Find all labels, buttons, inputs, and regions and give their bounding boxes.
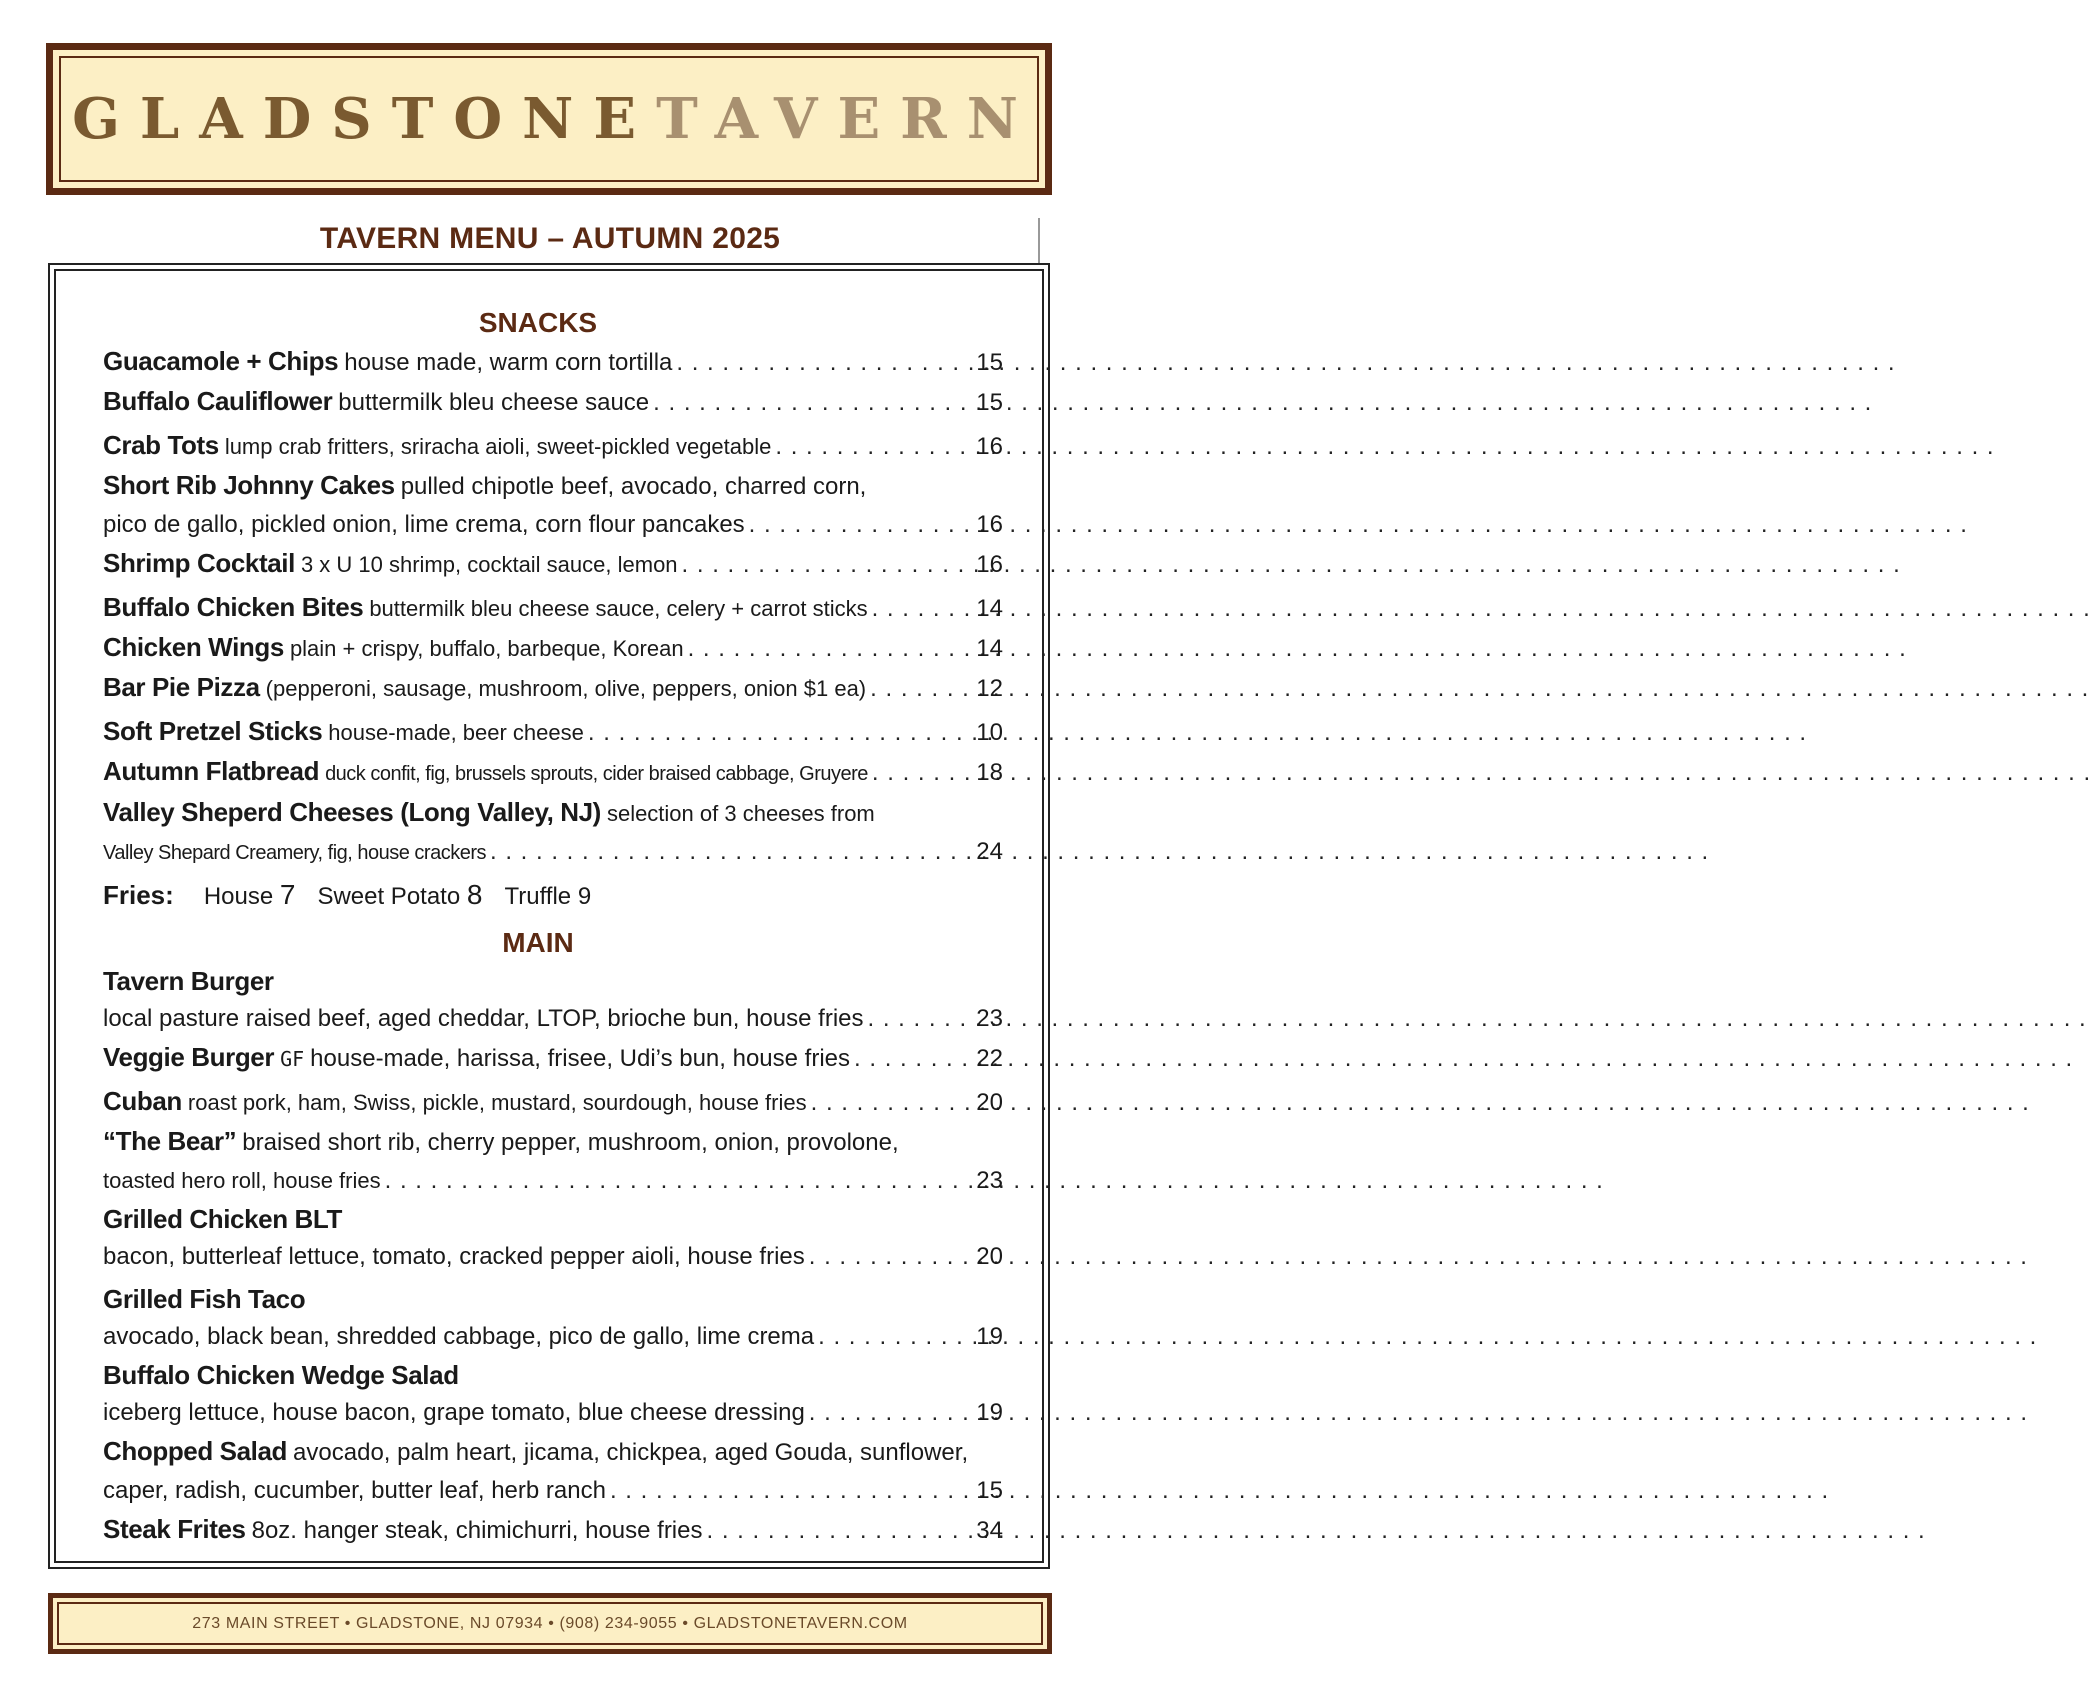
leader-dots — [811, 1084, 957, 1122]
leader-dots — [809, 1394, 957, 1432]
item-name: Autumn Flatbread — [103, 756, 320, 786]
menu-item — [103, 628, 1003, 668]
leader-dots — [872, 754, 957, 792]
item-name: Bar Pie Pizza — [103, 672, 260, 702]
menu-item — [103, 668, 1003, 708]
menu-item — [103, 962, 1003, 1000]
leader-dots — [809, 1238, 957, 1276]
header-banner-inner — [53, 50, 1045, 188]
item-description: pulled chipotle beef, avocado, charred corn, — [400, 473, 867, 500]
item-price: 22 — [976, 1045, 1003, 1072]
item-description: duck confit, fig, brussels sprouts, cider braised cabbage, Gruyere — [325, 763, 868, 785]
menu-item — [103, 1122, 1003, 1162]
item-price: 34 — [976, 1517, 1003, 1544]
header-banner — [46, 43, 1052, 195]
leader-dots — [610, 1472, 957, 1510]
menu-item — [103, 1200, 1003, 1238]
fries-label: Fries: — [103, 880, 174, 910]
menu-item — [103, 793, 1003, 833]
footer-banner — [48, 1593, 1052, 1654]
fries-option-price: 7 — [279, 879, 296, 910]
item-name: Guacamole + Chips — [103, 346, 339, 376]
menu-item-continuation — [103, 1472, 1003, 1510]
menu-item — [103, 1082, 1003, 1122]
item-description: pico de gallo, pickled onion, lime crema, corn flour pancakes — [103, 511, 745, 538]
menu-item — [103, 752, 1003, 793]
divider — [1038, 218, 1040, 264]
menu-item — [103, 466, 1003, 506]
leader-dots — [868, 1000, 958, 1038]
leader-dots — [385, 1162, 957, 1200]
item-description: lump crab fritters, sriracha aioli, sweet-pickled vegetable — [224, 434, 772, 459]
menu-item-continuation — [103, 833, 1003, 872]
item-description: house-made, harissa, frisee, Udi’s bun, house fries — [310, 1045, 851, 1072]
menu-item — [103, 1432, 1003, 1472]
menu-item — [103, 544, 1003, 584]
item-name: Cuban — [103, 1086, 182, 1116]
item-description: local pasture raised beef, aged cheddar, LTOP, brioche bun, house fries — [103, 1005, 864, 1032]
logo-word-tavern: TAVERN — [656, 86, 1038, 152]
menu-item — [103, 382, 1003, 422]
item-price: 24 — [976, 838, 1003, 865]
menu-item-continuation — [103, 506, 1003, 544]
item-price: 15 — [976, 1477, 1003, 1504]
menu-item — [103, 1356, 1003, 1394]
fries-row — [103, 876, 1003, 916]
item-price: 12 — [976, 675, 1003, 702]
footer-address: 273 MAIN STREET • GLADSTONE, NJ 07934 • (908) 234-9055 • GLADSTONETAVERN.COM — [53, 1598, 1047, 1649]
fries-option — [504, 878, 591, 916]
fries-option-name: Truffle — [504, 883, 572, 910]
item-description: bacon, butterleaf lettuce, tomato, cracked pepper aioli, house fries — [103, 1243, 805, 1270]
section-heading-main: MAIN — [502, 927, 574, 958]
item-name: Crab Tots — [103, 430, 219, 460]
item-price: 18 — [976, 759, 1003, 786]
item-name: “The Bear” — [103, 1126, 237, 1156]
item-name: Steak Frites — [103, 1514, 246, 1544]
item-name: Valley Sheperd Cheeses (Long Valley, NJ) — [103, 797, 601, 827]
menu-item — [103, 588, 1003, 628]
item-price: 23 — [976, 1167, 1003, 1194]
item-description: buttermilk bleu cheese sauce, celery + carrot sticks — [369, 596, 868, 621]
menu-title: TAVERN MENU – AUTUMN 2025 — [319, 222, 781, 255]
item-description: plain + crispy, buffalo, barbeque, Korean — [289, 636, 684, 661]
leader-dots — [490, 833, 957, 871]
fries-option-name: House — [203, 883, 274, 910]
item-price: 19 — [976, 1399, 1003, 1426]
item-name: Shrimp Cocktail — [103, 548, 295, 578]
item-price: 15 — [976, 389, 1003, 416]
item-price: 14 — [976, 635, 1003, 662]
leader-dots — [818, 1318, 957, 1356]
gluten-free-badge: GF — [280, 1047, 305, 1071]
fries-option-name: Sweet Potato — [317, 883, 461, 910]
item-description: buttermilk bleu cheese sauce — [338, 389, 650, 416]
leader-dots — [688, 630, 957, 668]
item-description: house-made, beer cheese — [328, 720, 584, 745]
item-description: 8oz. hanger steak, chimichurri, house fries — [251, 1517, 703, 1544]
item-description: Valley Shepard Creamery, fig, house crackers — [103, 842, 486, 864]
item-name: Buffalo Chicken Wedge Salad — [103, 1360, 459, 1390]
leader-dots — [775, 428, 957, 466]
item-name: Buffalo Cauliflower — [103, 386, 333, 416]
item-description: toasted hero roll, house fries — [103, 1168, 381, 1193]
item-price: 23 — [976, 1005, 1003, 1032]
item-name: Soft Pretzel Sticks — [103, 716, 323, 746]
logo-word-gladstone: GLADSTONE — [72, 86, 657, 152]
item-description: (pepperoni, sausage, mushroom, olive, peppers, onion $1 ea) — [265, 676, 867, 701]
fries-option — [317, 876, 482, 916]
item-name: Grilled Chicken BLT — [103, 1204, 342, 1234]
logo — [72, 86, 1038, 152]
menu-content — [103, 304, 1003, 1550]
leader-dots — [682, 546, 957, 584]
item-price: 20 — [976, 1089, 1003, 1116]
item-price: 20 — [976, 1243, 1003, 1270]
item-name: Short Rib Johnny Cakes — [103, 470, 395, 500]
item-description: avocado, black bean, shredded cabbage, pico de gallo, lime crema — [103, 1323, 815, 1350]
fries-option-price: 8 — [466, 879, 483, 910]
item-price: 15 — [976, 349, 1003, 376]
item-description: caper, radish, cucumber, butter leaf, herb ranch — [103, 1477, 606, 1504]
item-description: iceberg lettuce, house bacon, grape tomato, blue cheese dressing — [103, 1399, 805, 1426]
item-name: Tavern Burger — [103, 966, 274, 996]
item-name: Chicken Wings — [103, 632, 284, 662]
item-price: 16 — [976, 511, 1003, 538]
leader-dots — [653, 384, 957, 422]
section-heading-snacks: SNACKS — [478, 307, 598, 338]
menu-item — [103, 426, 1003, 466]
leader-dots — [707, 1512, 958, 1550]
item-description: braised short rib, cherry pepper, mushroom, onion, provolone, — [242, 1129, 899, 1156]
menu-item — [103, 1038, 1003, 1078]
item-name: Grilled Fish Taco — [103, 1284, 306, 1314]
item-name: Buffalo Chicken Bites — [103, 592, 364, 622]
item-price: 10 — [976, 719, 1003, 746]
item-price: 16 — [976, 551, 1003, 578]
menu-item — [103, 342, 1003, 382]
leader-dots — [749, 506, 957, 544]
item-description: roast pork, ham, Swiss, pickle, mustard, sourdough, house fries — [187, 1090, 807, 1115]
fries-option-price: 9 — [577, 883, 592, 910]
leader-dots — [854, 1040, 957, 1078]
menu-item — [103, 1510, 1003, 1550]
leader-dots — [870, 670, 957, 708]
menu-item-continuation — [103, 1318, 1003, 1356]
menu-item — [103, 712, 1003, 752]
item-name: Chopped Salad — [103, 1436, 288, 1466]
item-price: 19 — [976, 1323, 1003, 1350]
fries-option — [204, 876, 296, 916]
menu-item-continuation — [103, 1000, 1003, 1038]
leader-dots — [588, 714, 957, 752]
menu-item-continuation — [103, 1394, 1003, 1432]
item-description: avocado, palm heart, jicama, chickpea, aged Gouda, sunflower, — [293, 1439, 969, 1466]
leader-dots — [676, 344, 957, 382]
menu-item — [103, 1280, 1003, 1318]
menu-item-continuation — [103, 1238, 1003, 1276]
item-description: 3 x U 10 shrimp, cocktail sauce, lemon — [300, 552, 678, 577]
item-name: Veggie Burger — [103, 1042, 275, 1072]
item-description: house made, warm corn tortilla — [344, 349, 673, 376]
item-price: 16 — [976, 433, 1003, 460]
leader-dots — [872, 590, 957, 628]
item-price: 14 — [976, 595, 1003, 622]
item-description: selection of 3 cheeses from — [606, 801, 875, 826]
menu-item-continuation — [103, 1162, 1003, 1200]
